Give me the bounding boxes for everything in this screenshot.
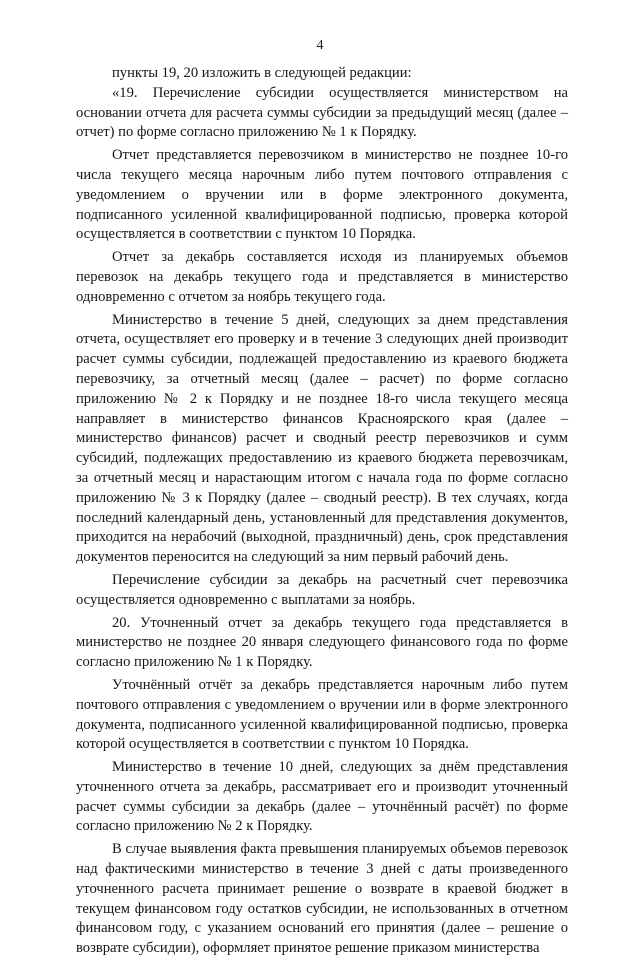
paragraph-refined-calculation: Министерство в течение 10 дней, следующих за днём представления уточненного отчета за декабрь, рассматривает его и производит уточненный расчет суммы субсидии за декабрь (далее – уточнённый расчёт) по форме согласно приложению № 2 к Порядку. [76, 759, 568, 835]
paragraph-item-19: «19. Перечисление субсидии осуществляется министерством на основании отчета для расчета суммы субсидии за предыдущий месяц (далее – отчет) по форме согласно приложению № 1 к Порядку. [76, 84, 568, 141]
document-body [76, 64, 568, 962]
paragraph-intro: пункты 19, 20 изложить в следующей редакции: [112, 65, 412, 81]
paragraph-december-report: Отчет за декабрь составляется исходя из планируемых объемов перевозок на декабрь текущего года и представляется в министерство одновременно с отчетом за ноябрь текущего года. [76, 249, 568, 305]
paragraph-item-20: 20. Уточненный отчет за декабрь текущего года представляется в министерство не позднее 20 января следующего финансового года по форме согласно приложению № 1 к Порядку. [76, 614, 568, 671]
paragraph-report-deadline: Отчет представляется перевозчиком в министерство не позднее 10-го числа текущего месяца нарочным либо путем почтового отправления с уведомлением о вручении или в форме электронного документа, подписанного усиленной квалифицированной подписью, проверка которой осуществляется в соответствии с пунктом 10 Порядка. [76, 147, 568, 243]
paragraph-ministry-review: Министерство в течение 5 дней, следующих за днем представления отчета, осуществляет его проверку и в течение 3 следующих дней производит расчет суммы субсидии, подлежащей предоставлению из краевого бюджета перевозчику, за отчетный месяц (далее – расчет) по форме согласно приложению № 2 к Порядку и не позднее 18-го числа текущего месяца направляет в министерство финансов Красноярского края (далее – министерство финансов) расчет и сводный реестр перевозчиков и сумм субсидий, подлежащих предоставлению из краевого бюджета перевозчикам, за отчетный месяц и нарастающим итогом с начала года по форме согласно приложению № 3 к Порядку (далее – сводный реестр). В тех случаях, когда последний календарный день, установленный для представления документов, приходится на нерабочий (выходной, праздничный) день, срок представления документов переносится на следующий за ним первый рабочий день. [76, 311, 568, 566]
paragraph-refined-report: Уточнённый отчёт за декабрь представляется нарочным либо путем почтового отправления с уведомлением о вручении или в форме электронного документа, подписанного усиленной квалифицированной подписью, проверка которой осуществляется в соответствии с пунктом 10 Порядка. [76, 676, 568, 753]
page-number: 4 [316, 38, 324, 53]
paragraph-december-transfer: Перечисление субсидии за декабрь на расчетный счет перевозчика осуществляется одновременно с выплатами за ноябрь. [76, 571, 568, 608]
paragraph-refund-decision: В случае выявления факта превышения планируемых объемов перевозок над фактическими министерство в течение 3 дней с даты произведенного уточненного расчета принимает решение о возврате в краевой бюджет в текущем финансовом году остатков субсидии, не использованных в отчетном финансовом году, с указанием оснований его принятия (далее – решение о возврате субсидии), оформляет принятое решение приказом министерства [76, 841, 568, 957]
